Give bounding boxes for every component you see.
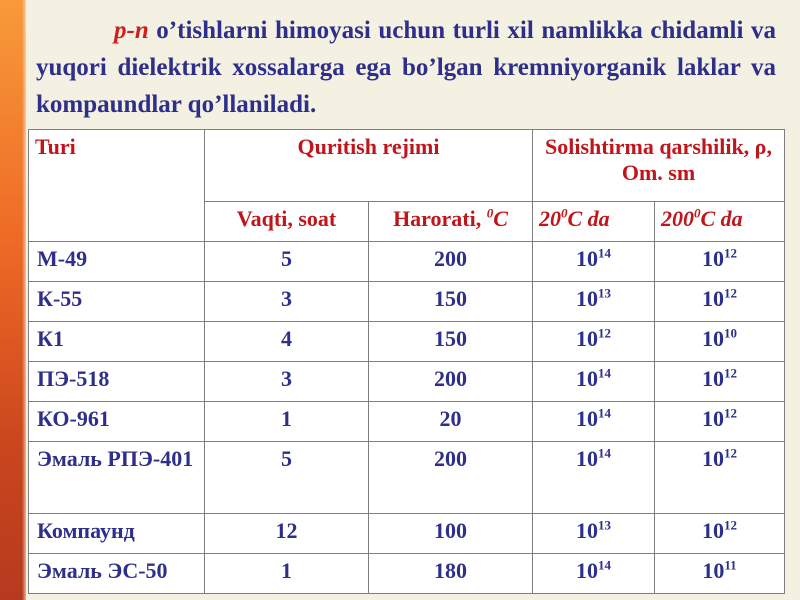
material-name: М-49 xyxy=(29,242,205,282)
drying-time: 3 xyxy=(205,282,369,322)
header-r-200c: $200^0C$ da xyxy=(655,202,785,242)
resistivity-20c: $10^{14}$ xyxy=(533,402,655,442)
heading-text: o’tishlarni himoyasi uchun turli xil namlikka chidamli va yuqori dielektrik xossalarga ega bo’lgan kremniyorganik laklar va kompaundlar qo’llaniladi. xyxy=(36,17,776,118)
drying-time: 1 xyxy=(205,554,369,594)
material-name: ПЭ-518 xyxy=(29,362,205,402)
drying-time: 3 xyxy=(205,362,369,402)
resistivity-200c: $10^{12}$ xyxy=(655,282,785,322)
pn-junction-term: p-n xyxy=(114,17,149,44)
resistivity-200c: $10^{12}$ xyxy=(655,242,785,282)
drying-temperature: 20 xyxy=(369,402,533,442)
material-name: К-55 xyxy=(29,282,205,322)
header-drying-mode: Quritish rejimi xyxy=(205,130,533,202)
header-time: Vaqti, soat xyxy=(205,202,369,242)
table-row xyxy=(29,442,785,514)
resistivity-200c: $10^{12}$ xyxy=(655,514,785,554)
material-name: КО-961 xyxy=(29,402,205,442)
header-type: Turi xyxy=(29,130,205,242)
material-name: Компаунд xyxy=(29,514,205,554)
drying-time: 4 xyxy=(205,322,369,362)
drying-temperature: 100 xyxy=(369,514,533,554)
resistivity-200c: $10^{12}$ xyxy=(655,442,785,514)
header-temperature: Harorati, $^0$C xyxy=(369,202,533,242)
resistivity-20c: $10^{14}$ xyxy=(533,442,655,514)
resistivity-200c: $10^{12}$ xyxy=(655,362,785,402)
resistivity-20c: $10^{14}$ xyxy=(533,554,655,594)
table-row xyxy=(29,322,785,362)
material-name: Эмаль РПЭ-401 xyxy=(29,442,205,514)
slide-heading xyxy=(36,12,776,123)
header-resistivity: Solishtirma qarshilik, ρ, Om. sm xyxy=(533,130,785,202)
drying-time: 5 xyxy=(205,242,369,282)
material-name: Эмаль ЭС-50 xyxy=(29,554,205,594)
drying-temperature: 200 xyxy=(369,242,533,282)
drying-time: 1 xyxy=(205,402,369,442)
resistivity-20c: $10^{14}$ xyxy=(533,362,655,402)
table-row xyxy=(29,362,785,402)
drying-temperature: 150 xyxy=(369,322,533,362)
drying-temperature: 180 xyxy=(369,554,533,594)
drying-time: 5 xyxy=(205,442,369,514)
resistivity-20c: $10^{12}$ xyxy=(533,322,655,362)
resistivity-20c: $10^{13}$ xyxy=(533,282,655,322)
resistivity-200c: $10^{11}$ xyxy=(655,554,785,594)
table-row xyxy=(29,514,785,554)
drying-temperature: 200 xyxy=(369,442,533,514)
table-row xyxy=(29,282,785,322)
table-row xyxy=(29,554,785,594)
drying-temperature: 200 xyxy=(369,362,533,402)
drying-temperature: 150 xyxy=(369,282,533,322)
table-row xyxy=(29,402,785,442)
resistivity-200c: $10^{12}$ xyxy=(655,402,785,442)
materials-table xyxy=(28,129,785,594)
header-r-20c: $20^0C$ da xyxy=(533,202,655,242)
drying-time: 12 xyxy=(205,514,369,554)
material-name: К1 xyxy=(29,322,205,362)
table-row xyxy=(29,242,785,282)
resistivity-200c: $10^{10}$ xyxy=(655,322,785,362)
side-accent-bar xyxy=(0,0,26,600)
resistivity-20c: $10^{13}$ xyxy=(533,514,655,554)
resistivity-20c: $10^{14}$ xyxy=(533,242,655,282)
